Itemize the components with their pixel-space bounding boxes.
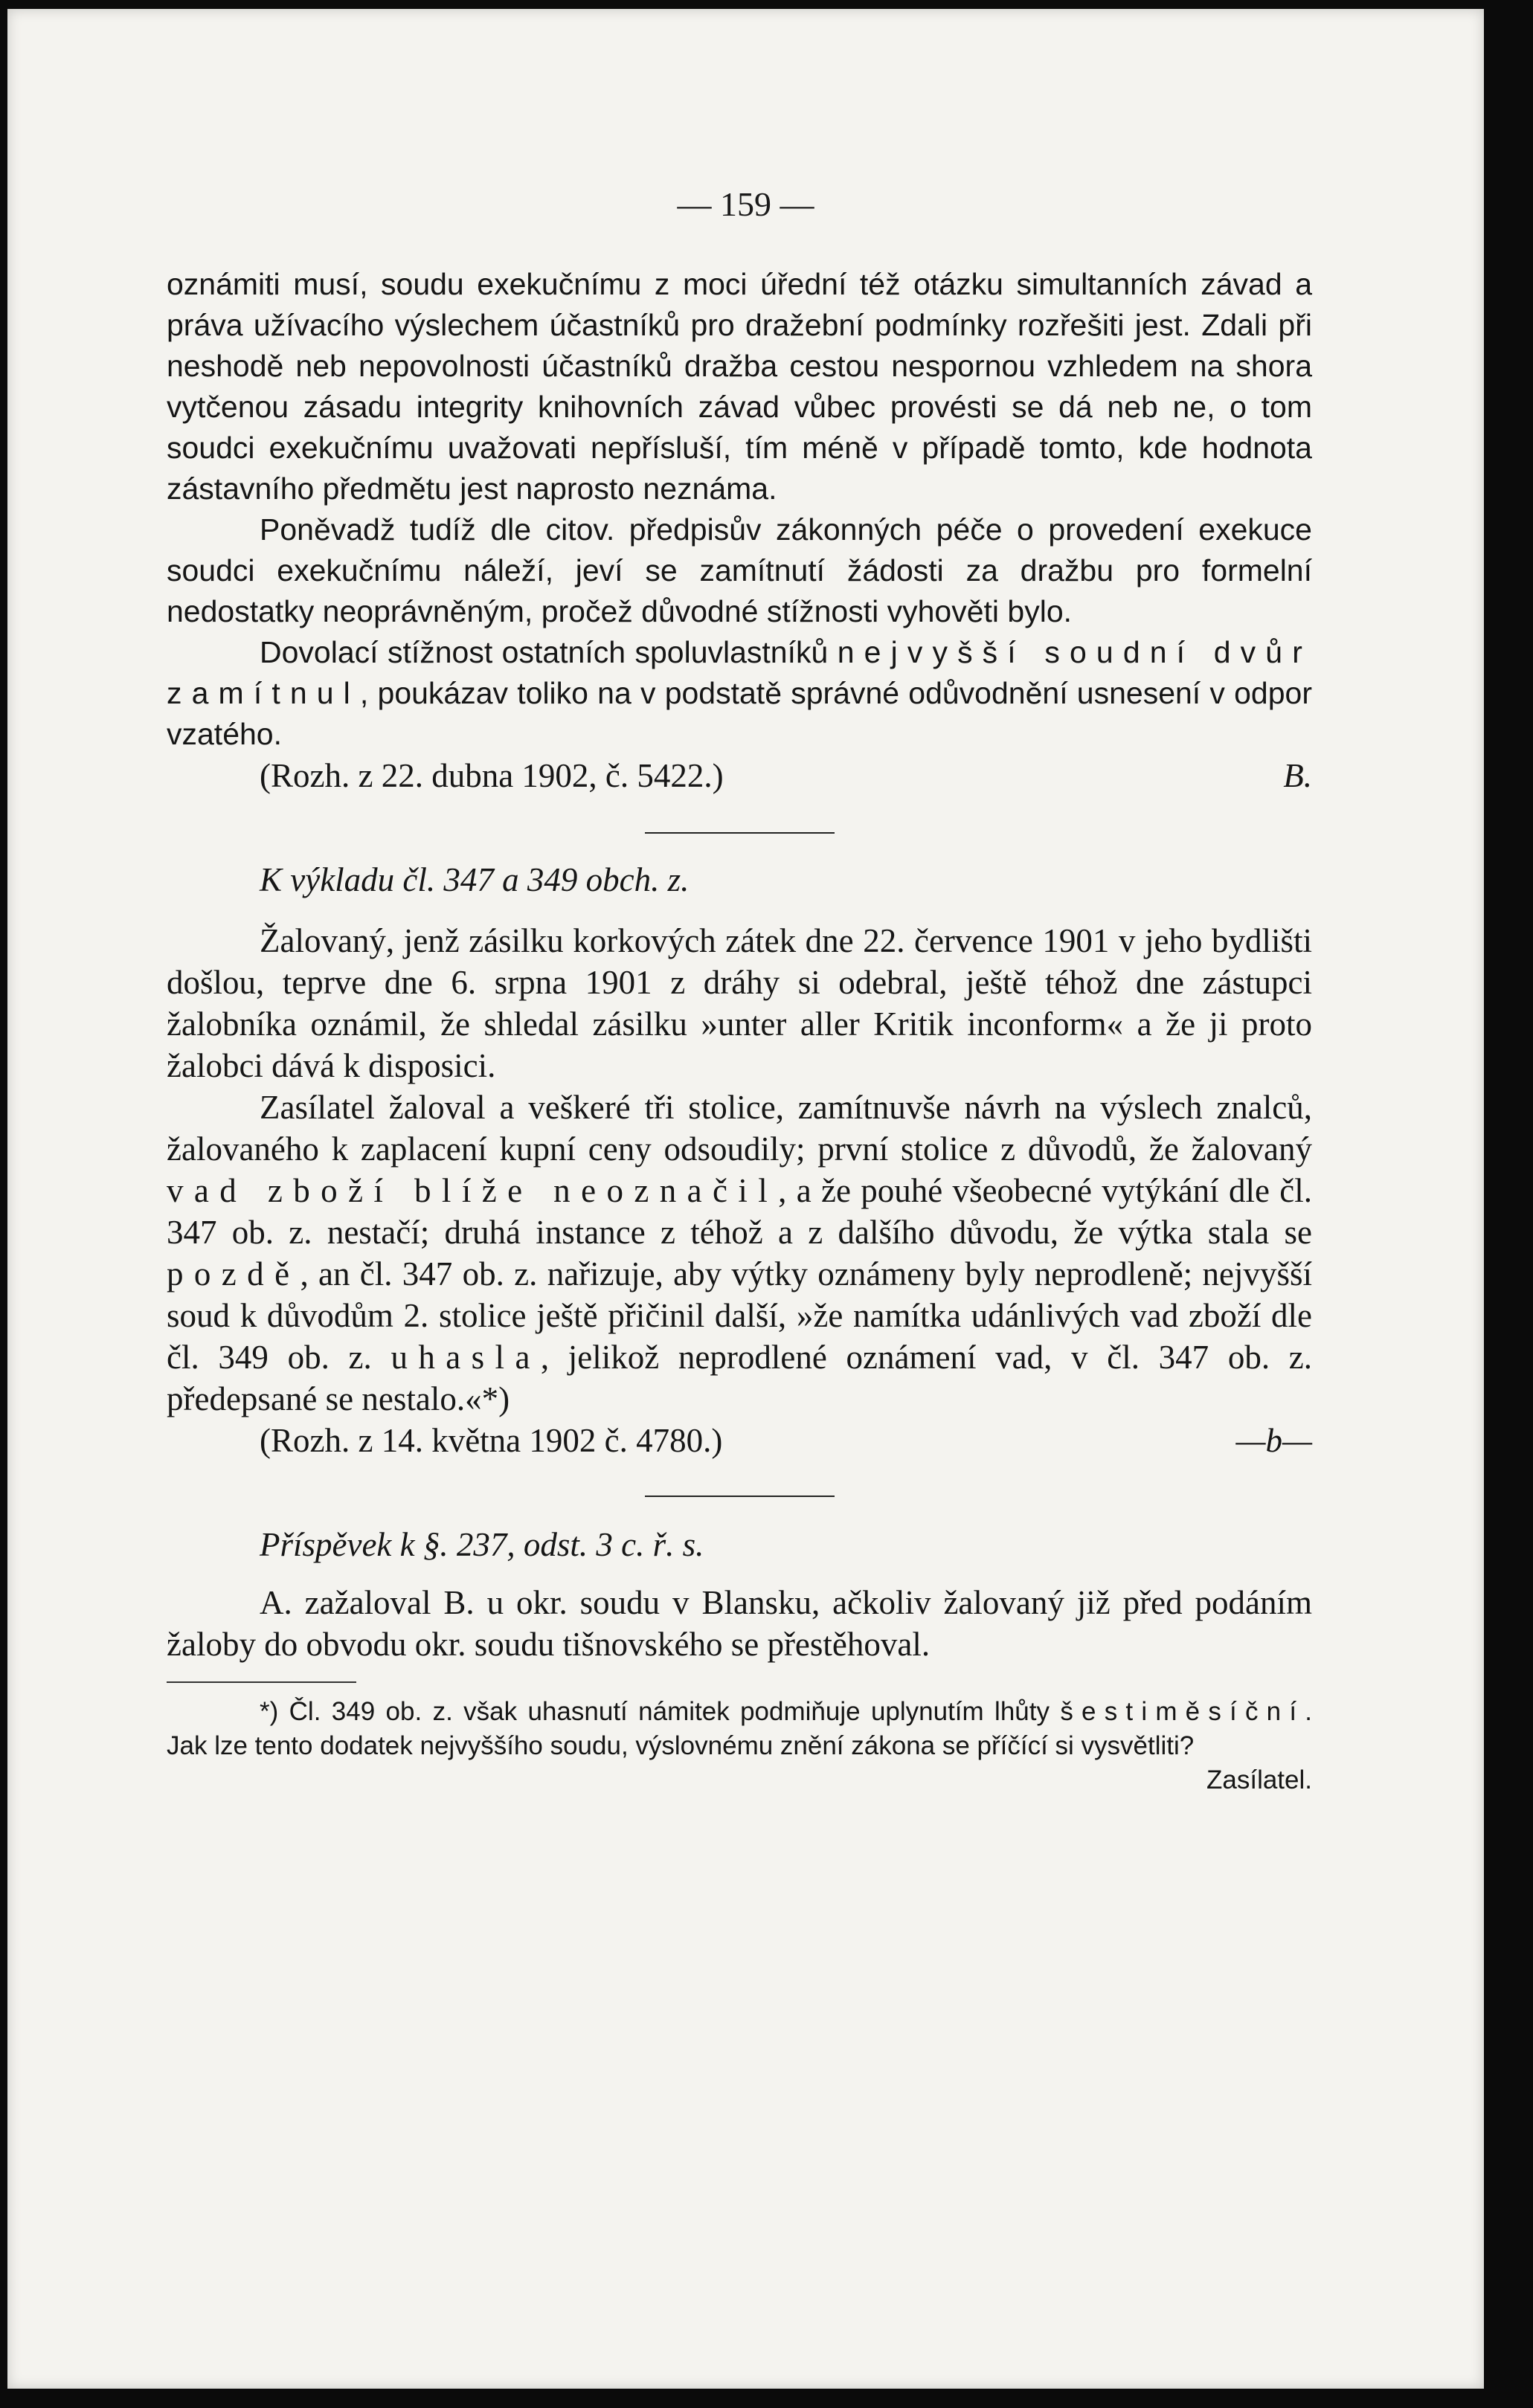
paragraph-5 <box>167 1087 1312 1420</box>
footnote <box>167 1695 1312 1763</box>
footnote-signature: Zasílatel. <box>1206 1765 1312 1794</box>
footnote-rule <box>167 1681 356 1683</box>
footnote-text-c: . Jak lze tento dodatek nejvyššího soudu, výslovnému znění zákona se příčící si vysvětliti? <box>167 1697 1312 1760</box>
paragraph-2: Poněvadž tudíž dle citov. předpisův zákonných péče o provedení exekuce soudci exekučnímu náleží, jeví se zamítnutí žádosti za dražbu pro formelní nedostatky neoprávněným, pročež důvodné stížnosti vyhověti bylo. <box>167 512 1312 628</box>
paragraph-5-text-g: , jelikož neprodlené oznámení vad, v čl. 347 ob. z. předepsané se nestalo.«*) <box>167 1339 1312 1417</box>
paragraph-5-text-a: Zasílatel žaloval a veškeré tři stolice, zamítnuvše návrh na výslech znalců, žalovaného k zaplacení kupní ceny odsoudily; první stolice z důvodů, že žalovaný <box>167 1089 1312 1168</box>
page-body <box>167 264 1312 1797</box>
paragraph-3 <box>167 632 1312 755</box>
spaced-text-goods: vad zboží blíže neoznačil <box>167 1172 779 1209</box>
footnote-signature-row <box>167 1763 1312 1797</box>
page-number: — 159 — <box>677 185 814 223</box>
section-divider-2 <box>645 1496 835 1497</box>
document-page <box>7 9 1484 2389</box>
paragraph-3-text-a: Dovolací stížnost ostatních spoluvlastníků <box>260 635 838 669</box>
citation-2 <box>167 1420 1312 1461</box>
footnote-text-a: *) Čl. 349 ob. z. však uhasnutí námitek podmiňuje uplynutím lhůty <box>260 1697 1061 1726</box>
citation-1-signature: B. <box>1283 757 1312 794</box>
spaced-text-late: pozdě <box>167 1255 301 1292</box>
paragraph-3-text-c: , poukázav toliko na v podstatě správné odůvodnění usnesení v odpor vzatého. <box>167 676 1312 751</box>
citation-2-text: (Rozh. z 14. května 1902 č. 4780.) <box>260 1422 723 1459</box>
citation-1 <box>167 755 1312 796</box>
section-heading-2: Příspěvek k §. 237, odst. 3 c. ř. s. <box>260 1526 704 1563</box>
paragraph-4: Žalovaný, jenž zásilku korkových zátek dne 22. července 1901 v jeho bydlišti došlou, teprve dne 6. srpna 1901 z dráhy si odebral, ještě téhož dne zástupci žalobníka oznámil, že shledal zásilku »unter aller Kritik inconform« a že ji proto žalobci dává k disposici. <box>167 922 1312 1084</box>
paragraph-6: A. zažaloval B. u okr. soudu v Blansku, ačkoliv žalovaný již před podáním žaloby do obvodu okr. soudu tišnovského se přestěhoval. <box>167 1584 1312 1663</box>
section-divider-1 <box>645 832 835 834</box>
section-heading-1: K výkladu čl. 347 a 349 obch. z. <box>260 861 690 898</box>
paragraph-1: oznámiti musí, soudu exekučnímu z moci úřední též otázku simultanních závad a práva užívacího výslechem účastníků pro dražební podmínky rozřešiti jest. Zdali při neshodě neb nepovolnosti účastníků dražba cestou nespornou vzhledem na shora vytčenou zásadu integrity knihovních závad vůbec provésti se dá neb ne, o tom soudci exekučnímu uvažovati nepřísluší, tím méně v případě tomto, kde hodnota zástavního předmětu jest naprosto neznáma. <box>167 267 1312 506</box>
paragraph-5-text-c: , a že pouhé všeobecné vytýkání dle čl. 347 ob. z. nestačí; druhá instance z téhož a z dalšího důvodu, že výtka stala se <box>167 1172 1312 1251</box>
citation-1-text: (Rozh. z 22. dubna 1902, č. 5422.) <box>260 757 724 794</box>
citation-2-signature: —b— <box>1235 1422 1312 1459</box>
spaced-text-court: nejvyšší soudní dvůr zamítnul <box>167 635 1312 710</box>
paragraph-5-text-e: , an čl. 347 ob. z. nařizuje, aby výtky oznámeny byly neprodleně; nejvyšší soud k důvodům 2. stolice ještě přičinil další, »že namítka udánlivých vad zboží dle čl. 349 ob. z. <box>167 1255 1312 1376</box>
spaced-text-expired: uhasla <box>391 1339 541 1376</box>
spaced-text-six-months: šestiměsíční <box>1060 1697 1305 1726</box>
